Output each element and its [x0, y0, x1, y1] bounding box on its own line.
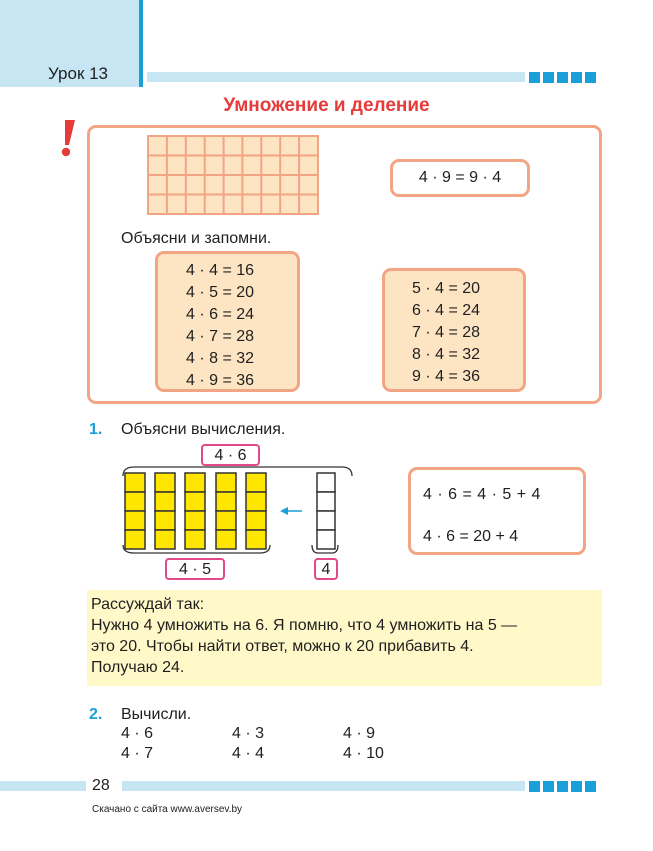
rule-instruction: Объясни и запомни. [121, 230, 272, 247]
header-square [571, 72, 582, 83]
equation-line: 4 · 6 = 4 · 5 + 4 [423, 486, 541, 503]
footer-stripe [122, 781, 525, 791]
table-row: 8 · 4 = 32 [412, 346, 481, 363]
footer-square [543, 781, 554, 792]
table-row: 6 · 4 = 24 [412, 302, 481, 319]
table-row: 4 · 4 = 16 [186, 262, 255, 279]
footer-stripe [0, 781, 86, 791]
bottom-label-right: 4 [314, 558, 338, 580]
exercise2-instruction: Вычисли. [121, 706, 192, 723]
expression: 4 · 9 [343, 725, 376, 742]
table-row: 7 · 4 = 28 [412, 324, 481, 341]
source-note: Скачано с сайта www.aversev.by [92, 804, 243, 815]
right-table-box [382, 268, 526, 392]
lesson-label: Урок 13 [48, 64, 109, 83]
equation-box [408, 467, 586, 555]
table-row: 4 · 8 = 32 [186, 350, 255, 367]
footer-square [529, 781, 540, 792]
commutative-box [390, 159, 530, 197]
top-label-box: 4 · 6 [201, 444, 260, 466]
table-row: 4 · 7 = 28 [186, 328, 255, 345]
expression: 4 · 3 [232, 725, 265, 742]
expression: 4 · 6 [121, 725, 154, 742]
page-title: Умножение и деление [223, 95, 430, 116]
page-number: 28 [92, 777, 110, 794]
commutative-equation: 4 · 9 = 9 · 4 [418, 169, 502, 186]
table-row: 9 · 4 = 36 [412, 368, 481, 385]
header-square [529, 72, 540, 83]
expression: 4 · 4 [232, 745, 265, 762]
table-row: 4 · 6 = 24 [186, 306, 255, 323]
reasoning-line: Нужно 4 умножить на 6. Я помню, что 4 умножить на 5 — [91, 617, 518, 634]
footer-square [557, 781, 568, 792]
footer-square [585, 781, 596, 792]
reasoning-block [87, 590, 602, 686]
table-row: 4 · 9 = 36 [186, 372, 255, 389]
exclamation-icon [58, 118, 78, 158]
reasoning-heading: Рассуждай так: [91, 596, 205, 613]
expression: 4 · 7 [121, 745, 154, 762]
multiplication-grid [147, 135, 319, 215]
exercise1-number: 1. [89, 421, 103, 438]
expression: 4 · 10 [343, 745, 384, 762]
header-square [557, 72, 568, 83]
header-square [585, 72, 596, 83]
equation-line: 4 · 6 = 20 + 4 [423, 528, 519, 545]
table-row: 5 · 4 = 20 [412, 280, 481, 297]
reasoning-line: это 20. Чтобы найти ответ, можно к 20 прибавить 4. [91, 638, 474, 655]
table-row: 4 · 5 = 20 [186, 284, 255, 301]
left-table-box [155, 251, 300, 392]
header-stripe [147, 72, 525, 82]
reasoning-line: Получаю 24. [91, 659, 185, 676]
exercise1-instruction: Объясни вычисления. [121, 421, 286, 438]
bottom-label-left: 4 · 5 [165, 558, 225, 580]
footer-square [571, 781, 582, 792]
header-square [543, 72, 554, 83]
exercise2-number: 2. [89, 706, 103, 723]
